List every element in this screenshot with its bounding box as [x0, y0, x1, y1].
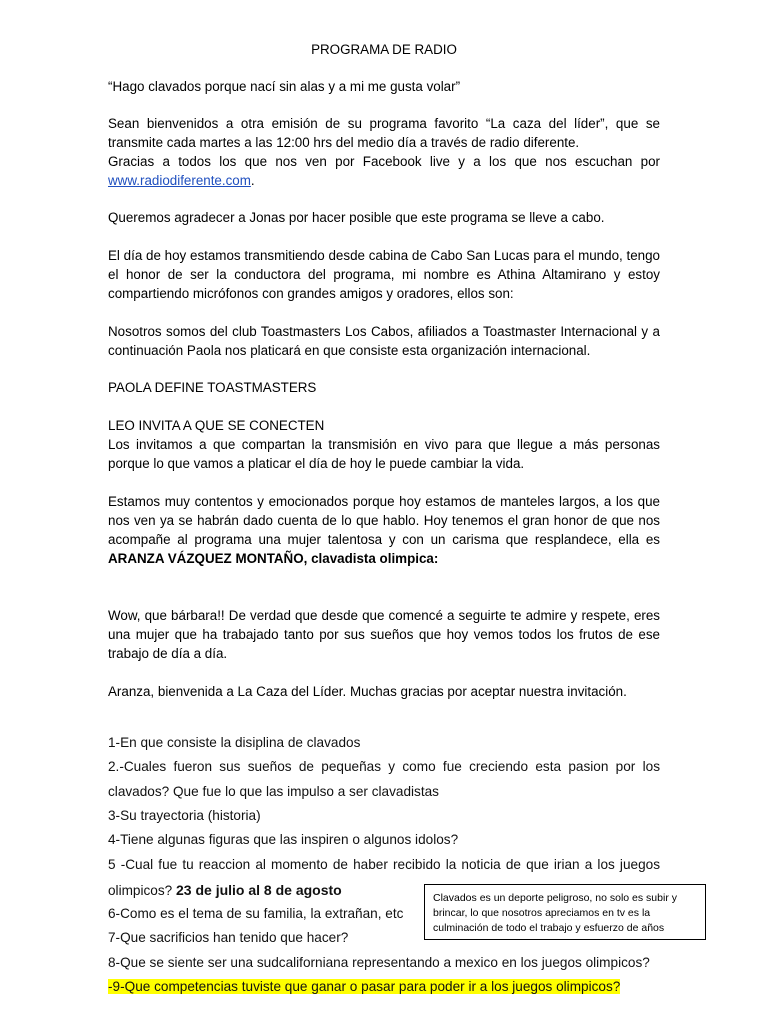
- comment-note-box: Clavados es un deporte peligroso, no solo es subir y brincar, lo que nosotros apreciamos en tv es la culminación de todo el trabajo y esfuerzo de años: [424, 884, 706, 940]
- question-1: 1-En que consiste la disiplina de clavados: [108, 735, 361, 750]
- question-8: 8-Que se siente ser una sudcaliforniana representando a mexico en los juegos olimpicos?: [108, 955, 650, 970]
- question-5-text: 5 -Cual fue tu reaccion al momento de haber recibido la noticia de que irian a los juegos olimpicos?: [108, 857, 660, 898]
- guest-intro-paragraph: [108, 492, 660, 568]
- olympics-dates: 23 de julio al 8 de agosto: [176, 881, 342, 898]
- invite-paragraph: Los invitamos a que compartan la transmisión en vivo para que llegue a más personas porque lo que vamos a platicar el día de hoy le puede cambiar la vida.: [108, 437, 660, 471]
- club-paragraph: Nosotros somos del club Toastmasters Los Cabos, afiliados a Toastmaster Internacional y a continuación Paola nos platicará en que consiste esta organización internacional.: [108, 324, 660, 358]
- opening-quote: “Hago clavados porque nací sin alas y a mi me gusta volar”: [108, 79, 461, 94]
- guest-name: ARANZA VÁZQUEZ MONTAÑO, clavadista olimpica:: [108, 551, 439, 566]
- thanks-text: Gracias a todos los que nos ven por Facebook live y a los que nos escuchan por: [108, 154, 660, 169]
- question-9: [108, 975, 660, 1000]
- page-title: PROGRAMA DE RADIO: [311, 42, 457, 57]
- link-suffix: .: [250, 173, 255, 188]
- welcome-paragraph: [108, 114, 660, 190]
- leo-heading-text: LEO INVITA A QUE SE CONECTEN: [108, 418, 325, 433]
- question-7: 7-Que sacrificios han tenido que hacer?: [108, 930, 349, 945]
- radio-website-link[interactable]: www.radiodiferente.com: [108, 173, 251, 188]
- question-4: 4-Tiene algunas figuras que las inspiren o algunos idolos?: [108, 832, 459, 847]
- admiration-paragraph: Wow, que bárbara!! De verdad que desde que comencé a seguirte te admire y respete, eres una mujer que ha trabajado tanto por sus sueños que hoy vemos todos los frutos de ese trabajo de día a día.: [108, 608, 660, 661]
- guest-intro-text: Estamos muy contentos y emocionados porque hoy estamos de manteles largos, a los que nos ven ya se habrán dado cuenta de lo que hablo. Hoy tenemos el gran honor de que nos acompañe al programa una mujer talentosa y con un carisma que resplandece, ella es: [108, 494, 660, 547]
- section-heading-paola: PAOLA DEFINE TOASTMASTERS: [108, 380, 317, 395]
- thanks-jonas-paragraph: Queremos agradecer a Jonas por hacer posible que este programa se lleve a cabo.: [108, 210, 605, 225]
- welcome-guest-paragraph: Aranza, bienvenida a La Caza del Líder. Muchas gracias por aceptar nuestra invitación.: [108, 684, 627, 699]
- question-2: 2.-Cuales fueron sus sueños de pequeñas y como fue creciendo esta pasion por los clavados? Que fue lo que las impulso a ser clavadistas: [108, 759, 660, 799]
- host-intro-paragraph: El día de hoy estamos transmitiendo desde cabina de Cabo San Lucas para el mundo, tengo el honor de ser la conductora del programa, mi nombre es Athina Altamirano y estoy compartiendo micrófonos con grandes amigos y oradores, ellos son:: [108, 248, 660, 301]
- question-9-highlighted: -9-Que competencias tuviste que ganar o pasar para poder ir a los juegos olimpicos?: [108, 979, 621, 994]
- question-3: 3-Su trayectoria (historia): [108, 808, 261, 823]
- section-heading-leo: [108, 416, 660, 473]
- question-6: 6-Como es el tema de su familia, la extrañan, etc: [108, 906, 404, 921]
- welcome-text: Sean bienvenidos a otra emisión de su programa favorito “La caza del líder”, que se transmite cada martes a las 12:00 hrs del medio día a través de radio diferente.: [108, 116, 660, 150]
